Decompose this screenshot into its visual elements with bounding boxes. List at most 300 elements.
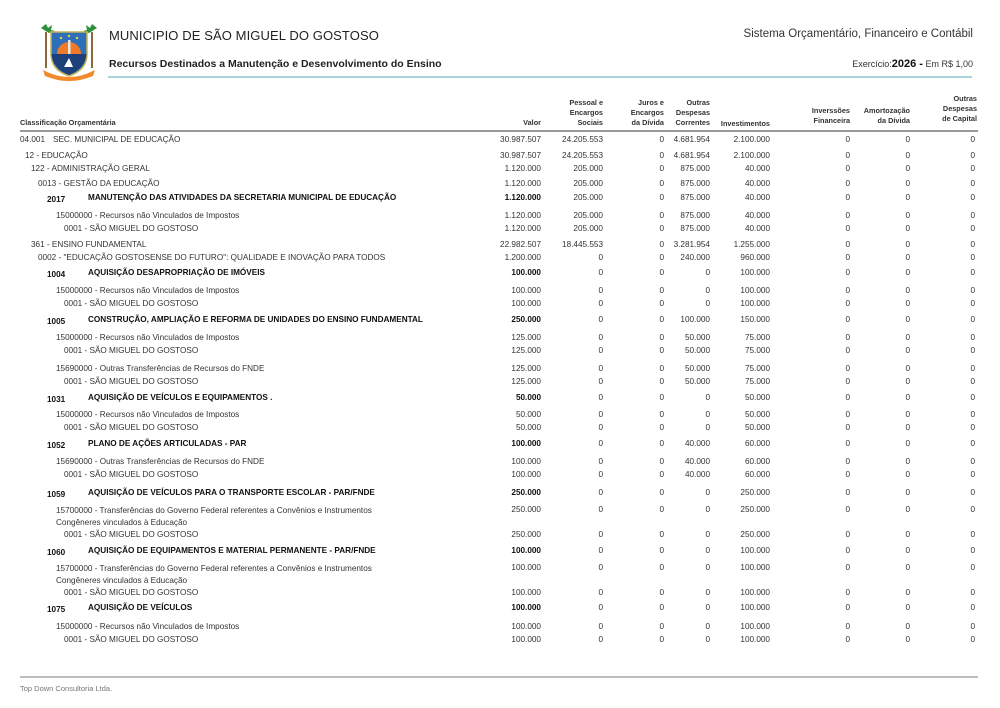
row-value: 40.000 [744, 211, 770, 220]
row-value: 1.120.000 [504, 164, 541, 173]
row-code: 1052 [47, 441, 66, 450]
row-value: 0 [970, 253, 975, 262]
row-value: 0 [905, 253, 910, 262]
row-value: 250.000 [740, 530, 770, 539]
row-code: 1059 [47, 490, 66, 499]
row-label: 0013 - GESTÃO DA EDUCAÇÃO [38, 179, 160, 188]
row-value: 0 [970, 530, 975, 539]
row-value: 0 [659, 193, 664, 202]
table-row [0, 470, 1000, 482]
row-value: 0 [659, 224, 664, 233]
table-row [0, 299, 1000, 311]
row-label: 0001 - SÃO MIGUEL DO GOSTOSO [64, 423, 199, 432]
row-value: 0 [905, 151, 910, 160]
row-value: 0 [845, 193, 850, 202]
row-value: 205.000 [573, 211, 603, 220]
row-value: 0 [598, 393, 603, 402]
row-value: 0 [659, 240, 664, 249]
row-value: 75.000 [744, 377, 770, 386]
row-value: 0 [598, 563, 603, 572]
row-value: 0 [845, 377, 850, 386]
exercise-year: 2026 - [891, 58, 923, 70]
row-value: 0 [659, 410, 664, 419]
table-row [0, 240, 1000, 252]
row-value: 0 [845, 179, 850, 188]
row-label: 15700000 - Transferências do Governo Federal referentes a Convênios e Instrumentos Congêneres vinculados à Educação [56, 506, 372, 527]
row-label: 0001 - SÃO MIGUEL DO GOSTOSO [64, 377, 199, 386]
column-inversoes: Inverssões Financeira [811, 106, 850, 125]
row-value: 24.205.553 [562, 151, 603, 160]
row-value: 0 [598, 530, 603, 539]
row-value: 2.100.000 [733, 135, 770, 144]
table-row [0, 164, 1000, 176]
row-value: 0 [970, 346, 975, 355]
row-value: 0 [845, 164, 850, 173]
row-value: 100.000 [511, 603, 541, 612]
row-value: 0 [845, 622, 850, 631]
row-value: 0 [905, 393, 910, 402]
row-value: 0 [659, 164, 664, 173]
row-value: 100.000 [511, 563, 541, 572]
row-label: 15000000 - Recursos não Vinculados de Impostos [56, 211, 240, 220]
column-juros: Juros e Encargos da Dívida [630, 98, 664, 127]
row-value: 0 [845, 286, 850, 295]
row-value: 0 [845, 393, 850, 402]
row-value: 0 [905, 377, 910, 386]
row-label: AQUISIÇÃO DE VEÍCULOS PARA O TRANSPORTE ESCOLAR - PAR/FNDE [88, 488, 375, 497]
row-value: 0 [970, 151, 975, 160]
row-code: 1005 [47, 317, 66, 326]
row-value: 3.281.954 [673, 240, 710, 249]
table-row [0, 315, 1000, 327]
row-value: 0 [905, 546, 910, 555]
table-row [0, 603, 1000, 615]
row-value: 0 [970, 286, 975, 295]
row-value: 150.000 [740, 315, 770, 324]
footer-divider [20, 676, 978, 678]
row-value: 2.100.000 [733, 151, 770, 160]
row-label: 0001 - SÃO MIGUEL DO GOSTOSO [64, 530, 199, 539]
row-value: 0 [905, 193, 910, 202]
row-value: 22.982.507 [500, 240, 541, 249]
column-outras-capital: Outras Despesas de Capital [942, 94, 977, 123]
row-label: 0001 - SÃO MIGUEL DO GOSTOSO [64, 635, 199, 644]
row-value: 0 [905, 268, 910, 277]
row-value: 50.000 [515, 393, 541, 402]
row-value: 4.681.954 [673, 151, 710, 160]
row-value: 0 [845, 470, 850, 479]
table-row [0, 423, 1000, 435]
row-value: 0 [970, 393, 975, 402]
table-row [0, 635, 1000, 647]
row-value: 0 [845, 410, 850, 419]
row-label: 0001 - SÃO MIGUEL DO GOSTOSO [64, 588, 199, 597]
row-value: 0 [659, 505, 664, 514]
coat-of-arms-icon [33, 20, 105, 82]
row-value: 125.000 [511, 364, 541, 373]
row-label: AQUISIÇÃO DE VEÍCULOS E EQUIPAMENTOS . [88, 393, 273, 402]
row-value: 0 [598, 546, 603, 555]
row-value: 75.000 [744, 333, 770, 342]
row-value: 0 [905, 622, 910, 631]
row-value: 0 [659, 563, 664, 572]
row-value: 0 [659, 346, 664, 355]
row-value: 0 [705, 286, 710, 295]
row-value: 1.120.000 [504, 224, 541, 233]
row-value: 0 [970, 470, 975, 479]
row-value: 100.000 [511, 635, 541, 644]
row-value: 0 [659, 253, 664, 262]
row-value: 125.000 [511, 333, 541, 342]
row-value: 60.000 [744, 470, 770, 479]
row-value: 0 [905, 240, 910, 249]
row-label: AQUISIÇÃO DE VEÍCULOS [88, 603, 193, 612]
row-value: 0 [905, 470, 910, 479]
row-value: 100.000 [511, 588, 541, 597]
column-valor: Valor [523, 118, 541, 127]
row-value: 0 [845, 439, 850, 448]
row-value: 0 [659, 439, 664, 448]
row-code: 1004 [47, 270, 66, 279]
row-value: 0 [970, 364, 975, 373]
row-value: 0 [598, 457, 603, 466]
row-value: 0 [659, 135, 664, 144]
row-value: 100.000 [740, 546, 770, 555]
row-value: 0 [970, 179, 975, 188]
row-value: 50.000 [744, 410, 770, 419]
row-value: 0 [705, 546, 710, 555]
row-label: 12 - EDUCAÇÃO [25, 151, 88, 160]
row-value: 40.000 [684, 470, 710, 479]
table-row [0, 410, 1000, 422]
row-value: 0 [905, 179, 910, 188]
row-value: 100.000 [740, 563, 770, 572]
row-value: 0 [705, 410, 710, 419]
row-value: 1.120.000 [504, 193, 541, 202]
row-value: 0 [598, 286, 603, 295]
column-investimentos: Investimentos [720, 119, 770, 128]
row-value: 0 [970, 505, 975, 514]
row-value: 0 [845, 364, 850, 373]
row-value: 0 [705, 588, 710, 597]
row-value: 0 [705, 268, 710, 277]
row-value: 125.000 [511, 346, 541, 355]
row-value: 0 [598, 333, 603, 342]
row-value: 100.000 [511, 622, 541, 631]
row-value: 0 [659, 470, 664, 479]
row-value: 0 [905, 164, 910, 173]
table-row [0, 546, 1000, 558]
row-code: 1031 [47, 395, 66, 404]
row-value: 0 [705, 563, 710, 572]
row-value: 1.200.000 [504, 253, 541, 262]
row-label: 15690000 - Outras Transferências de Recursos do FNDE [56, 364, 265, 373]
row-value: 40.000 [744, 224, 770, 233]
row-value: 0 [845, 151, 850, 160]
row-value: 0 [705, 393, 710, 402]
exercise-label: Exercício: [852, 59, 892, 69]
row-value: 0 [845, 346, 850, 355]
row-value: 100.000 [511, 268, 541, 277]
row-value: 50.000 [684, 346, 710, 355]
column-amortizacao: Amortozação da Dívida [863, 106, 910, 125]
table-row [0, 622, 1000, 634]
row-value: 0 [845, 457, 850, 466]
row-value: 0 [845, 299, 850, 308]
row-value: 0 [598, 488, 603, 497]
row-value: 0 [659, 622, 664, 631]
row-value: 100.000 [511, 470, 541, 479]
row-value: 24.205.553 [562, 135, 603, 144]
row-value: 0 [598, 505, 603, 514]
row-value: 30.987.507 [500, 151, 541, 160]
row-value: 0 [598, 315, 603, 324]
row-value: 0 [659, 299, 664, 308]
row-value: 100.000 [740, 603, 770, 612]
row-value: 0 [598, 268, 603, 277]
table-row [0, 393, 1000, 405]
row-label: SEC. MUNICIPAL DE EDUCAÇÃO [53, 135, 181, 144]
row-value: 0 [659, 603, 664, 612]
column-header-row [0, 92, 1000, 130]
row-value: 0 [845, 505, 850, 514]
row-value: 1.120.000 [504, 211, 541, 220]
table-row [0, 346, 1000, 358]
row-value: 75.000 [744, 346, 770, 355]
table-row [0, 211, 1000, 223]
row-value: 0 [905, 488, 910, 497]
row-value: 960.000 [740, 253, 770, 262]
row-value: 0 [970, 423, 975, 432]
row-value: 240.000 [680, 253, 710, 262]
row-value: 0 [659, 211, 664, 220]
row-value: 0 [705, 488, 710, 497]
row-value: 205.000 [573, 193, 603, 202]
row-value: 0 [905, 603, 910, 612]
row-value: 40.000 [744, 179, 770, 188]
row-value: 0 [845, 315, 850, 324]
row-value: 0 [659, 151, 664, 160]
row-value: 0 [598, 253, 603, 262]
row-label: 0001 - SÃO MIGUEL DO GOSTOSO [64, 470, 199, 479]
row-code: 1060 [47, 548, 66, 557]
row-label: 122 - ADMINISTRAÇÃO GERAL [31, 164, 150, 173]
row-value: 1.120.000 [504, 179, 541, 188]
row-value: 0 [970, 211, 975, 220]
row-value: 0 [970, 563, 975, 572]
row-label: 0001 - SÃO MIGUEL DO GOSTOSO [64, 224, 199, 233]
row-value: 0 [598, 364, 603, 373]
row-value: 50.000 [684, 364, 710, 373]
exercise-info [852, 58, 973, 70]
row-value: 40.000 [684, 457, 710, 466]
row-value: 0 [905, 286, 910, 295]
row-label: 0002 - "EDUCAÇÃO GOSTOSENSE DO FUTURO": QUALIDADE E INOVAÇÃO PARA TODOS [38, 253, 386, 262]
row-value: 0 [845, 423, 850, 432]
row-value: 250.000 [511, 488, 541, 497]
row-value: 0 [845, 530, 850, 539]
row-value: 0 [905, 410, 910, 419]
municipality-name: MUNICIPIO DE SÃO MIGUEL DO GOSTOSO [109, 28, 379, 43]
row-value: 100.000 [740, 268, 770, 277]
table-row [0, 253, 1000, 265]
row-value: 100.000 [511, 546, 541, 555]
report-title: Recursos Destinados a Manutenção e Desenvolvimento do Ensino [109, 58, 442, 70]
row-value: 0 [970, 268, 975, 277]
table-row [0, 505, 1000, 527]
row-label: MANUTENÇÃO DAS ATIVIDADES DA SECRETARIA MUNICIPAL DE EDUCAÇÃO [88, 193, 397, 202]
row-value: 0 [970, 240, 975, 249]
row-value: 0 [598, 299, 603, 308]
row-value: 0 [905, 211, 910, 220]
row-value: 250.000 [740, 505, 770, 514]
row-value: 0 [845, 224, 850, 233]
row-value: 100.000 [511, 457, 541, 466]
row-label: 15700000 - Transferências do Governo Federal referentes a Convênios e Instrumentos Congêneres vinculados à Educação [56, 564, 372, 585]
row-value: 18.445.553 [562, 240, 603, 249]
table-row [0, 268, 1000, 280]
row-value: 50.000 [515, 423, 541, 432]
row-code: 2017 [47, 195, 66, 204]
row-value: 0 [970, 635, 975, 644]
row-value: 0 [845, 635, 850, 644]
row-value: 0 [845, 253, 850, 262]
row-label: 15000000 - Recursos não Vinculados de Impostos [56, 410, 240, 419]
table-row [0, 588, 1000, 600]
system-name: Sistema Orçamentário, Financeiro e Contábil [743, 28, 973, 40]
row-label: AQUISIÇÃO DE EQUIPAMENTOS E MATERIAL PERMANENTE - PAR/FNDE [88, 546, 376, 555]
row-value: 0 [659, 333, 664, 342]
row-value: 40.000 [684, 439, 710, 448]
row-value: 40.000 [744, 164, 770, 173]
table-row [0, 439, 1000, 451]
row-code: 04.001 [20, 135, 46, 144]
row-value: 100.000 [511, 299, 541, 308]
row-value: 0 [970, 603, 975, 612]
row-value: 0 [659, 457, 664, 466]
row-value: 0 [598, 635, 603, 644]
row-value: 0 [970, 193, 975, 202]
row-value: 0 [659, 179, 664, 188]
row-value: 0 [970, 377, 975, 386]
currency-label: Em R$ 1,00 [925, 59, 973, 69]
row-value: 0 [659, 588, 664, 597]
row-value: 875.000 [680, 224, 710, 233]
row-value: 875.000 [680, 164, 710, 173]
row-label: 361 - ENSINO FUNDAMENTAL [31, 240, 147, 249]
row-value: 0 [705, 635, 710, 644]
row-value: 0 [659, 315, 664, 324]
table-row [0, 333, 1000, 345]
row-value: 0 [845, 603, 850, 612]
row-value: 100.000 [680, 315, 710, 324]
table-row [0, 286, 1000, 298]
row-value: 0 [705, 505, 710, 514]
row-value: 0 [905, 563, 910, 572]
row-label: 15000000 - Recursos não Vinculados de Impostos [56, 622, 240, 631]
row-value: 0 [705, 622, 710, 631]
row-value: 250.000 [740, 488, 770, 497]
row-value: 0 [905, 333, 910, 342]
row-value: 875.000 [680, 211, 710, 220]
row-value: 0 [845, 563, 850, 572]
row-value: 0 [970, 164, 975, 173]
row-value: 0 [598, 377, 603, 386]
row-value: 205.000 [573, 164, 603, 173]
table-row [0, 135, 1000, 147]
row-value: 50.000 [684, 377, 710, 386]
row-label: 15000000 - Recursos não Vinculados de Impostos [56, 286, 240, 295]
table-row [0, 457, 1000, 469]
row-value: 0 [905, 224, 910, 233]
row-value: 0 [659, 635, 664, 644]
row-value: 0 [705, 603, 710, 612]
table-row [0, 377, 1000, 389]
row-value: 0 [598, 603, 603, 612]
table-row [0, 224, 1000, 236]
row-value: 0 [905, 505, 910, 514]
row-value: 0 [970, 439, 975, 448]
row-value: 0 [970, 333, 975, 342]
row-value: 0 [970, 588, 975, 597]
row-label: AQUISIÇÃO DESAPROPRIAÇÃO DE IMÓVEIS [88, 268, 265, 277]
row-value: 0 [659, 268, 664, 277]
header-divider [108, 76, 972, 78]
row-value: 875.000 [680, 193, 710, 202]
row-value: 0 [970, 457, 975, 466]
row-value: 0 [659, 530, 664, 539]
row-value: 0 [970, 410, 975, 419]
row-value: 0 [905, 423, 910, 432]
row-value: 0 [970, 546, 975, 555]
row-value: 0 [905, 457, 910, 466]
row-value: 0 [659, 377, 664, 386]
row-value: 50.000 [744, 423, 770, 432]
row-value: 0 [905, 299, 910, 308]
row-value: 0 [905, 135, 910, 144]
row-value: 0 [970, 224, 975, 233]
table-row [0, 530, 1000, 542]
row-value: 100.000 [511, 439, 541, 448]
table-row [0, 151, 1000, 163]
row-value: 205.000 [573, 224, 603, 233]
row-label: 15000000 - Recursos não Vinculados de Impostos [56, 333, 240, 342]
row-value: 0 [659, 393, 664, 402]
row-value: 250.000 [511, 505, 541, 514]
row-value: 0 [598, 423, 603, 432]
column-outras-correntes: Outras Despesas Correntes [675, 98, 710, 127]
row-value: 0 [845, 588, 850, 597]
row-value: 0 [970, 488, 975, 497]
row-value: 0 [598, 588, 603, 597]
row-value: 0 [905, 315, 910, 324]
table-row [0, 563, 1000, 585]
row-value: 0 [970, 315, 975, 324]
row-value: 100.000 [740, 635, 770, 644]
row-value: 0 [705, 299, 710, 308]
row-value: 0 [845, 333, 850, 342]
row-value: 0 [845, 211, 850, 220]
row-value: 0 [845, 546, 850, 555]
row-value: 60.000 [744, 457, 770, 466]
row-value: 0 [905, 439, 910, 448]
row-value: 125.000 [511, 377, 541, 386]
row-value: 30.987.507 [500, 135, 541, 144]
row-value: 0 [845, 268, 850, 277]
row-value: 100.000 [740, 286, 770, 295]
row-value: 0 [905, 346, 910, 355]
row-value: 250.000 [511, 315, 541, 324]
